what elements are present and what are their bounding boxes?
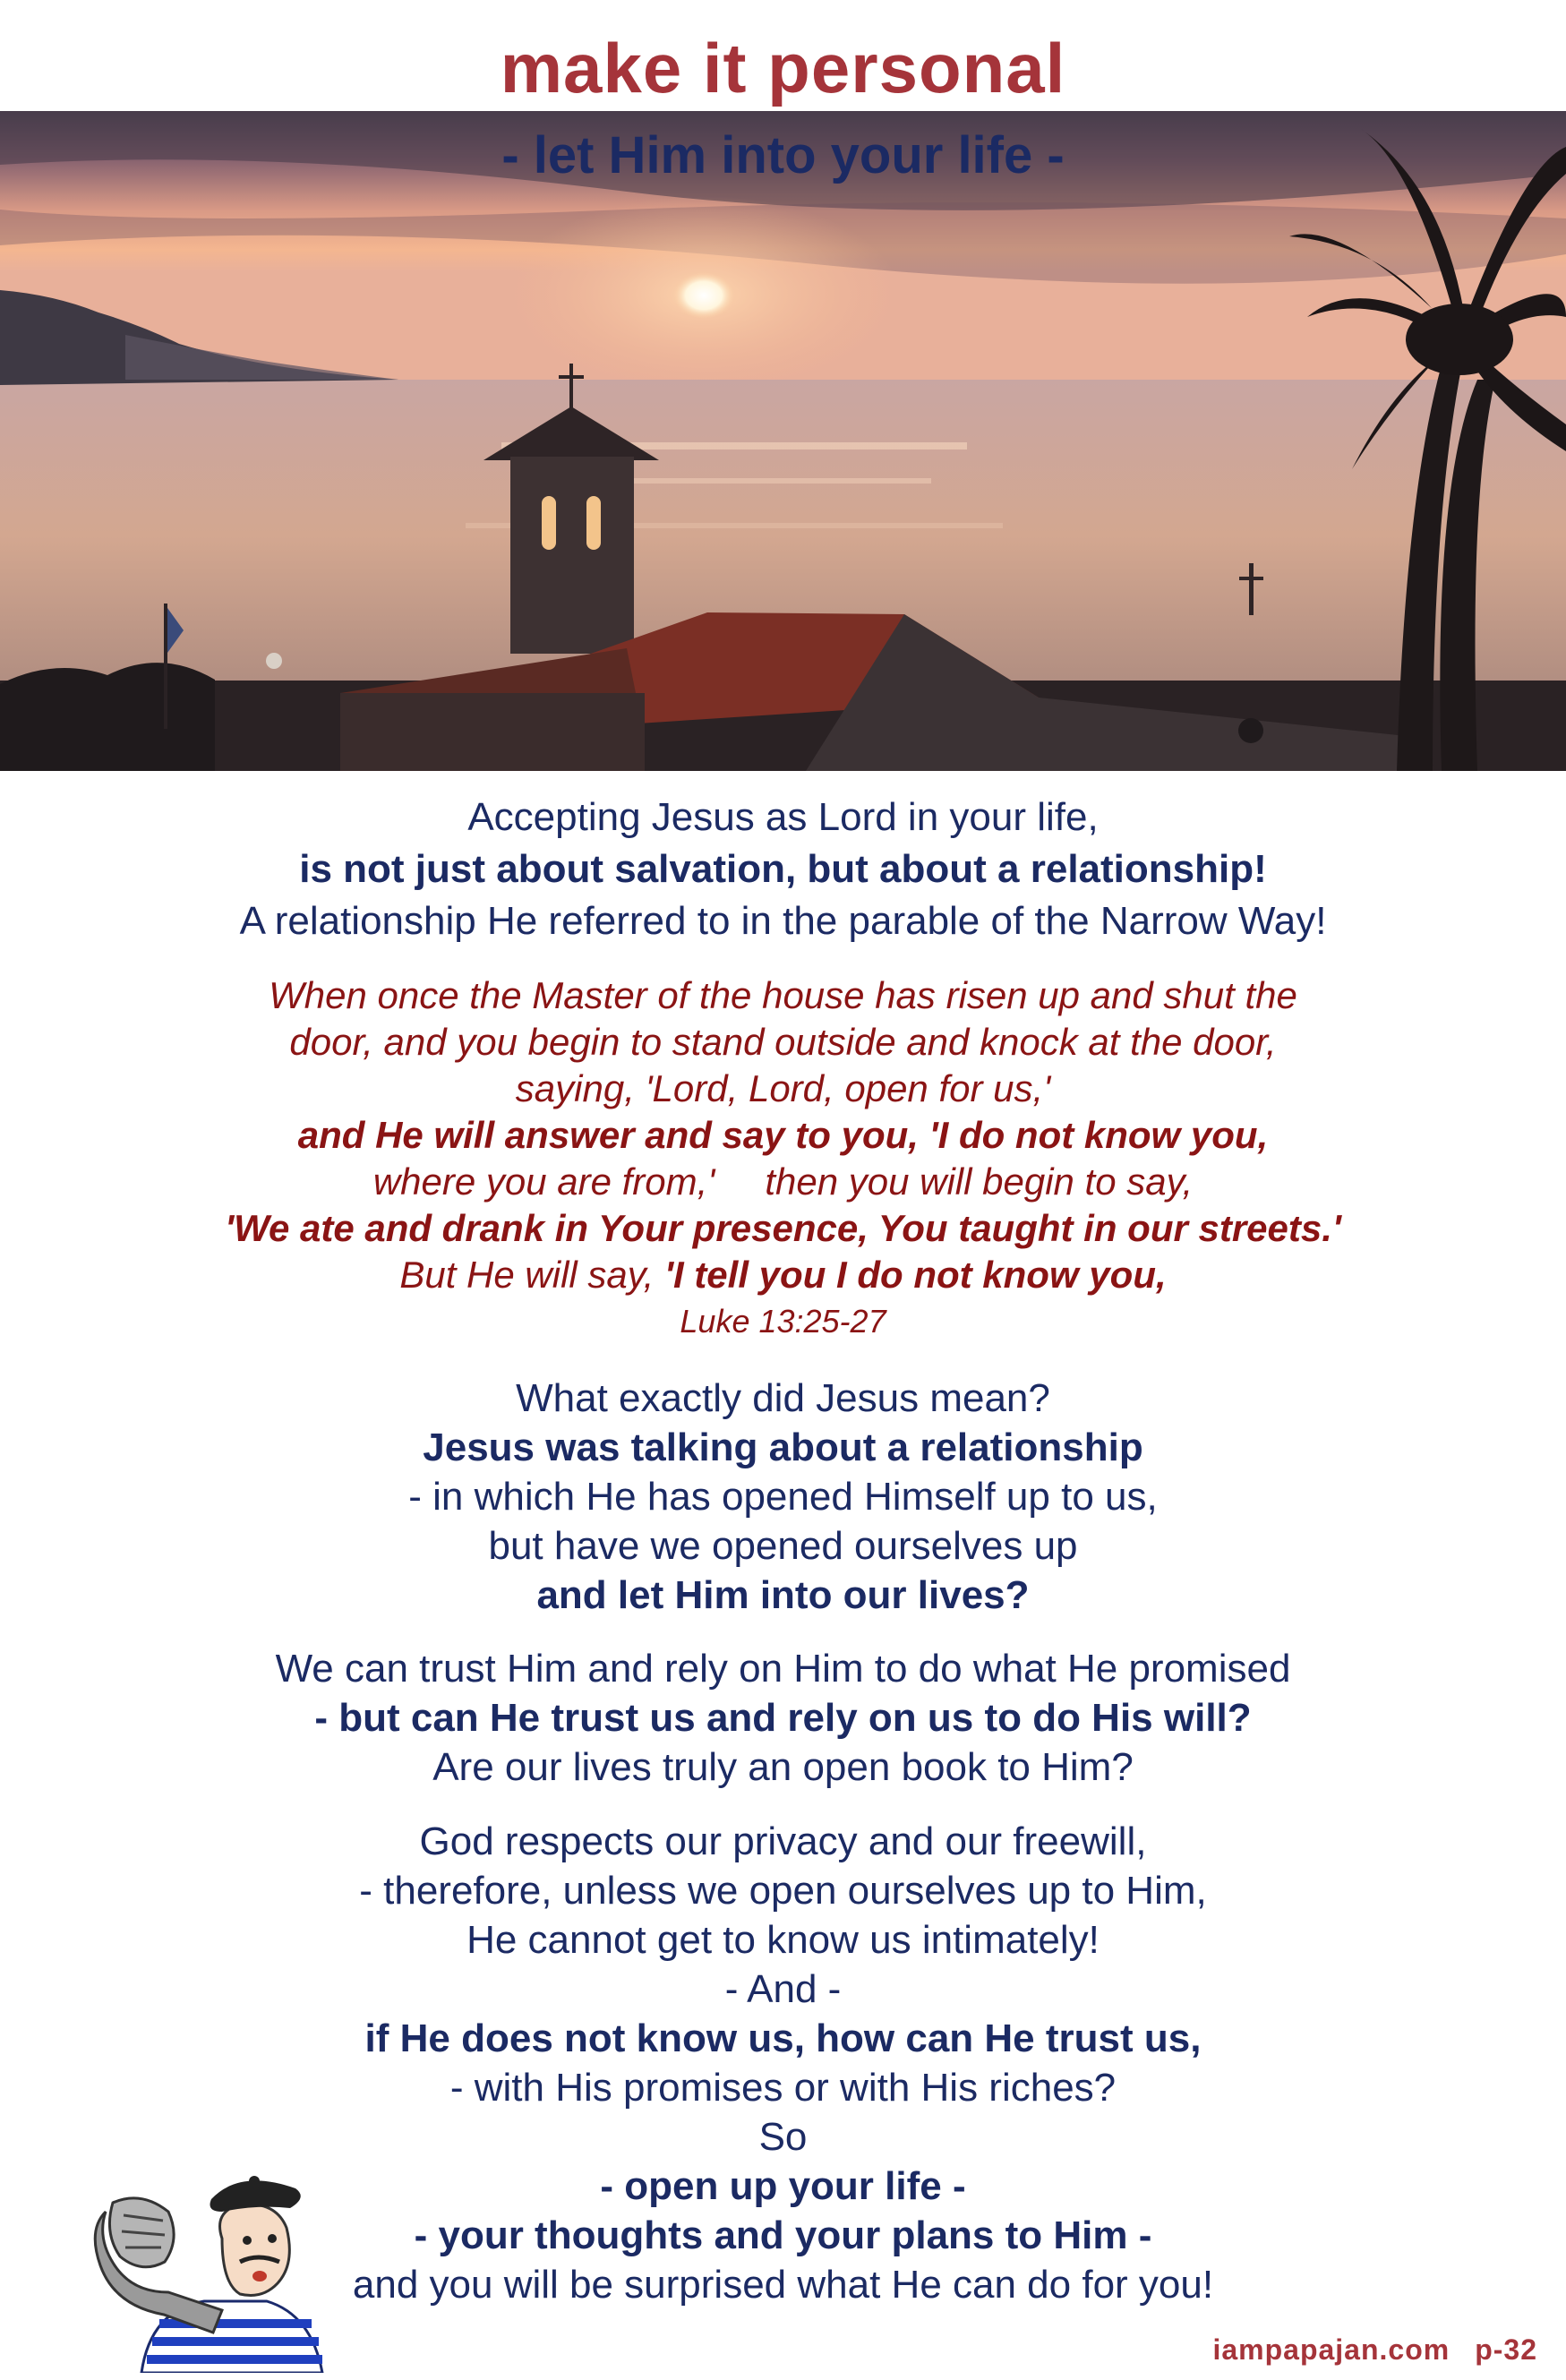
section-line: We can trust Him and rely on Him to do what He promised	[275, 1647, 1291, 1691]
page-subtitle: - let Him into your life -	[501, 126, 1065, 184]
section-line-bold: and let Him into our lives?	[536, 1573, 1030, 1617]
section-line-bold: Jesus was talking about a relationship	[423, 1425, 1143, 1469]
section-line-bold: - your thoughts and your plans to Him -	[414, 2213, 1152, 2257]
page-title: make it personal	[500, 29, 1066, 107]
intro-paragraph	[0, 792, 1566, 947]
section-line: - in which He has opened Himself up to us,	[408, 1475, 1158, 1519]
scripture-line-bold: 'We ate and drank in Your presence, You taught in our streets.'	[225, 1207, 1341, 1249]
scripture-fragment: where you are from,'	[372, 1160, 715, 1203]
section-line: but have we opened ourselves up	[488, 1524, 1078, 1568]
intro-line: A relationship He referred to in the parable of the Narrow Way!	[239, 899, 1327, 943]
section-line: God respects our privacy and our freewill,	[419, 1819, 1147, 1863]
section-trust	[0, 1644, 1566, 1792]
footer-credit	[1212, 2333, 1537, 2367]
scripture-line-bold: and He will answer and say to you, 'I do not know you,	[297, 1114, 1269, 1156]
scripture-line: When once the Master of the house has risen up and shut the	[269, 974, 1297, 1016]
scripture-fragment: then you will begin to say,	[765, 1160, 1194, 1203]
section-relationship	[0, 1374, 1566, 1620]
scripture-line: saying, 'Lord, Lord, open for us,'	[515, 1067, 1051, 1109]
section-line-bold: - but can He trust us and rely on us to do His will?	[314, 1696, 1252, 1740]
section-line-bold: if He does not know us, how can He trust us,	[364, 2016, 1202, 2060]
scripture-fragment-bold: 'I tell you I do not know you,	[664, 1254, 1167, 1296]
footer-page-number: p-32	[1475, 2333, 1537, 2366]
section-line-bold: - open up your life -	[600, 2164, 966, 2208]
section-line: Are our lives truly an open book to Him?	[432, 1745, 1134, 1789]
scripture-line: door, and you begin to stand outside and knock at the door,	[289, 1021, 1277, 1063]
intro-line-bold: is not just about salvation, but about a relationship!	[299, 847, 1267, 891]
section-line: He cannot get to know us intimately!	[466, 1918, 1100, 1962]
scripture-quote	[0, 972, 1566, 1345]
section-line: - And -	[724, 1967, 842, 2011]
section-line: - with His promises or with His riches?	[449, 2066, 1117, 2110]
footer-site-link[interactable]: iampapajan.com	[1212, 2333, 1450, 2366]
beret-man-cartoon-icon	[88, 2158, 326, 2373]
section-line: - therefore, unless we open ourselves up to Him,	[359, 1869, 1207, 1913]
scripture-line	[0, 1252, 1566, 1298]
section-line: What exactly did Jesus mean?	[516, 1376, 1050, 1420]
section-line: and you will be surprised what He can do for you!	[352, 2263, 1214, 2307]
scripture-reference: Luke 13:25-27	[680, 1303, 886, 1340]
section-line: So	[758, 2115, 808, 2159]
scripture-fragment: But He will say,	[399, 1254, 655, 1296]
sunset-church-photo	[0, 111, 1566, 771]
scripture-line	[0, 1159, 1566, 1205]
intro-line: Accepting Jesus as Lord in your life,	[467, 795, 1099, 839]
